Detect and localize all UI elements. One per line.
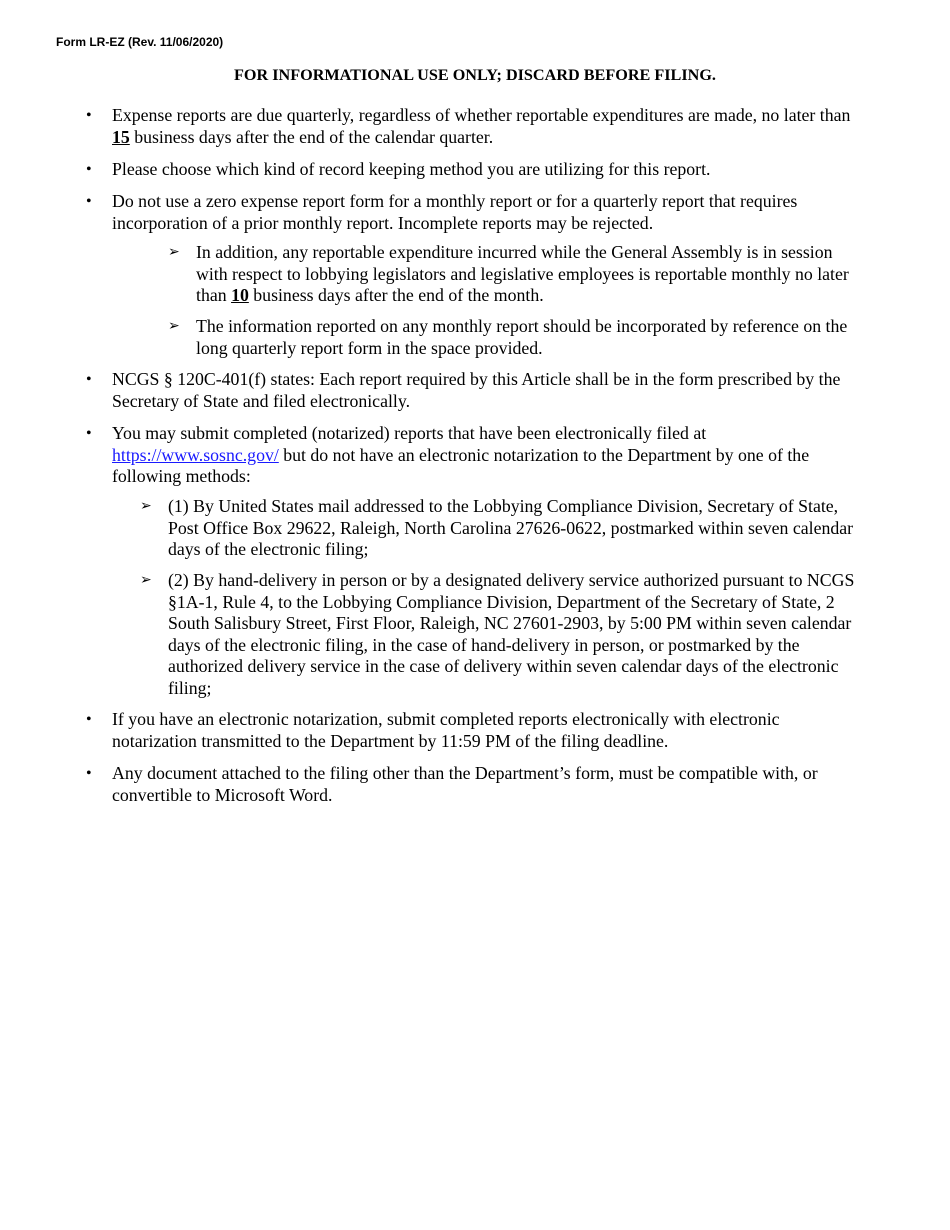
list-item-zero-expense: Do not use a zero expense report form for a monthly report or for a quarterly report that requires incorporation of a prior monthly report. Incomplete reports may be rejected.: [112, 191, 798, 233]
sub-item-in-session: In addition, any reportable expenditure incurred while the General Assembly is in session with respect to lobbying legislators and legislative employees is reportable monthly no later than 10 business days after the end of the month.: [196, 242, 849, 305]
bullet-icon: •: [86, 765, 92, 782]
bullet-icon: •: [86, 193, 92, 210]
arrowhead-icon: ➢: [168, 318, 180, 334]
arrowhead-icon: ➢: [140, 572, 152, 588]
sub-item-monthly-incorporated: The information reported on any monthly report should be incorporated by reference on the long quarterly report form in the space provided.: [196, 316, 848, 358]
bullet-icon: •: [86, 711, 92, 728]
list-item-due-quarterly: Expense reports are due quarterly, regardless of whether reportable expenditures are made, no later than 15 business days after the end of the calendar quarter.: [112, 105, 851, 147]
arrowhead-icon: ➢: [140, 498, 152, 514]
sub-item-method-hand-delivery: (2) By hand-delivery in person or by a designated delivery service authorized pursuant to NCGS §1A-1, Rule 4, to the Lobbying Compliance Division, Department of the Secretary of State, 2 South Salisbury Street, First Floor, Raleigh, NC 27601-2903, by 5:00 PM within seven calendar days of the electronic filing, in the case of hand-delivery in person, or postmarked by the authorized delivery service in the case of delivery within seven calendar days of the electronic filing;: [168, 570, 855, 698]
quarterly-days-number: 15: [112, 126, 130, 147]
list-item-ncgs: NCGS § 120C-401(f) states: Each report required by this Article shall be in the form prescribed by the Secretary of State and filed electronically.: [112, 369, 841, 411]
form-id-label: Form LR-EZ (Rev. 11/06/2020): [56, 35, 224, 49]
informational-notice: FOR INFORMATIONAL USE ONLY; DISCARD BEFORE FILING.: [234, 66, 716, 84]
sosnc-website-link[interactable]: https://www.sosnc.gov/: [112, 444, 279, 465]
monthly-days-number: 10: [231, 285, 249, 305]
bullet-icon: •: [86, 161, 92, 178]
list-item-attachments: Any document attached to the filing other than the Department’s form, must be compatible with, or convertible to Microsoft Word.: [112, 763, 818, 805]
bullet-icon: •: [86, 107, 92, 124]
arrowhead-icon: ➢: [168, 244, 180, 260]
list-item-electronic-notarization: If you have an electronic notarization, submit completed reports electronically with electronic notarization transmitted to the Department by 11:59 PM of the filing deadline.: [112, 709, 780, 751]
bullet-icon: •: [86, 425, 92, 442]
sub-item-method-mail: (1) By United States mail addressed to the Lobbying Compliance Division, Secretary of State, Post Office Box 29622, Raleigh, North Carolina 27626-0622, postmarked within seven calendar days of the electronic filing;: [168, 496, 854, 559]
list-item-record-keeping: Please choose which kind of record keeping method you are utilizing for this report.: [112, 159, 711, 179]
bullet-icon: •: [86, 371, 92, 388]
list-item-submit-notarized: You may submit completed (notarized) reports that have been electronically filed at https://www.sosnc.gov/ but do not have an electronic notarization to the Department by one of the following methods:: [112, 423, 810, 486]
